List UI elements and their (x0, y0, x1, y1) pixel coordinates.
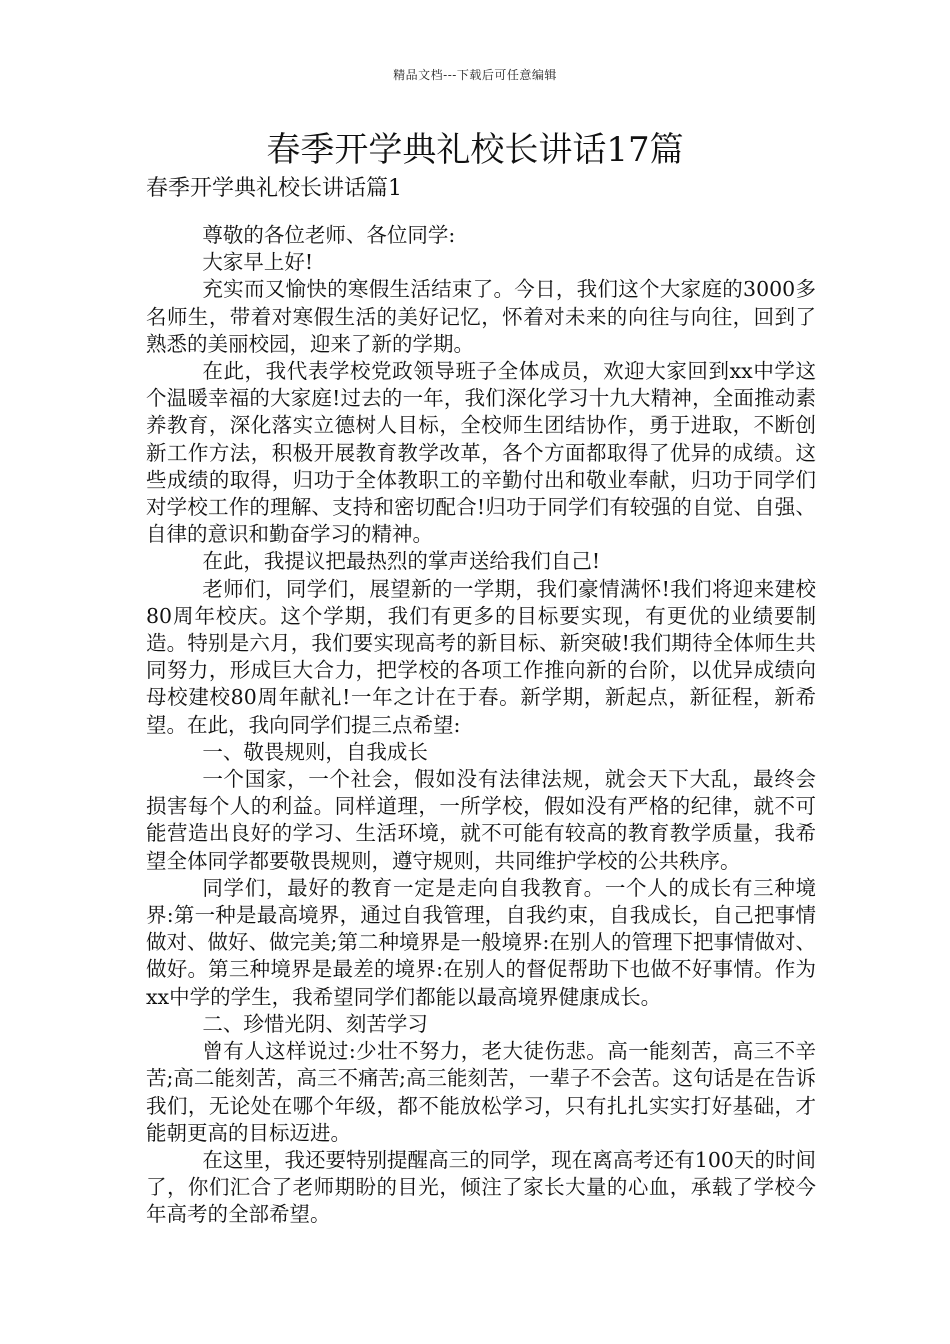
paragraph: 老师们，同学们，展望新的一学期，我们豪情满怀!我们将迎来建校80周年校庆。这个学期，我们有更多的目标要实现，有更优的业绩要制造。特别是六月，我们要实现高考的新目标、新突破!我们期待全体师生共同努力，形成巨大合力，把学校的各项工作推向新的台阶，以优异成绩向母校建校80周年献礼!一年之计在于春。新学期，新起点，新征程，新希望。在此，我向同学们提三点希望: (146, 576, 816, 737)
document-body (146, 222, 816, 1229)
section-subtitle: 春季开学典礼校长讲话篇1 (146, 176, 402, 201)
document-title: 春季开学典礼校长讲话17篇 (266, 130, 684, 170)
section-heading: 一、敬畏规则，自我成长 (202, 739, 428, 764)
paragraph: 一个国家，一个社会，假如没有法律法规，就会天下大乱，最终会损害每个人的利益。同样道理，一所学校，假如没有严格的纪律，就不可能营造出良好的学习、生活环境，就不可能有较高的教育教学质量，我希望全体同学都要敬畏规则，遵守规则，共同维护学校的公共秩序。 (146, 767, 816, 873)
paragraph-greeting: 大家早上好! (202, 250, 314, 275)
section-heading: 二、珍惜光阴、刻苦学习 (202, 1011, 428, 1036)
header-note: 精品文档---下载后可任意编辑 (393, 68, 557, 82)
paragraph: 在这里，我还要特别提醒高三的同学，现在离高考还有100天的时间了，你们汇合了老师期盼的目光，倾注了家长大量的心血，承载了学校今年高考的全部希望。 (146, 1147, 816, 1227)
paragraph: 充实而又愉快的寒假生活结束了。今日，我们这个大家庭的3000多名师生，带着对寒假生活的美好记忆，怀着对未来的向往与向往，回到了熟悉的美丽校园，迎来了新的学期。 (146, 277, 816, 356)
paragraph: 曾有人这样说过:少壮不努力，老大徒伤悲。高一能刻苦，高三不辛苦;高二能刻苦，高三不痛苦;高三能刻苦，一辈子不会苦。这句话是在告诉我们，无论处在哪个年级，都不能放松学习，只有扎扎实实打好基础，才能朝更高的目标迈进。 (146, 1039, 816, 1145)
paragraph: 在此，我提议把最热烈的掌声送给我们自己! (202, 549, 601, 574)
paragraph: 在此，我代表学校党政领导班子全体成员，欢迎大家回到xx中学这个温暖幸福的大家庭!过去的一年，我们深化学习十九大精神，全面推动素养教育，深化落实立德树人目标，全校师生团结协作，勇于进取，不断创新工作方法，积极开展教育教学改革，各个方面都取得了优异的成绩。这些成绩的取得，归功于全体教职工的辛勤付出和敬业奉献，归功于同学们对学校工作的理解、支持和密切配合!归功于同学们有较强的自觉、自强、自律的意识和勤奋学习的精神。 (146, 359, 816, 547)
paragraph: 同学们，最好的教育一定是走向自我教育。一个人的成长有三种境界:第一种是最高境界，通过自我管理，自我约束，自我成长，自己把事情做对、做好、做完美;第二种境界是一般境界:在别人的管理下把事情做对、做好。第三种境界是最差的境界:在别人的督促帮助下也做不好事情。作为xx中学的学生，我希望同学们都能以最高境界健康成长。 (146, 875, 816, 1009)
paragraph-salutation: 尊敬的各位老师、各位同学: (202, 223, 456, 247)
